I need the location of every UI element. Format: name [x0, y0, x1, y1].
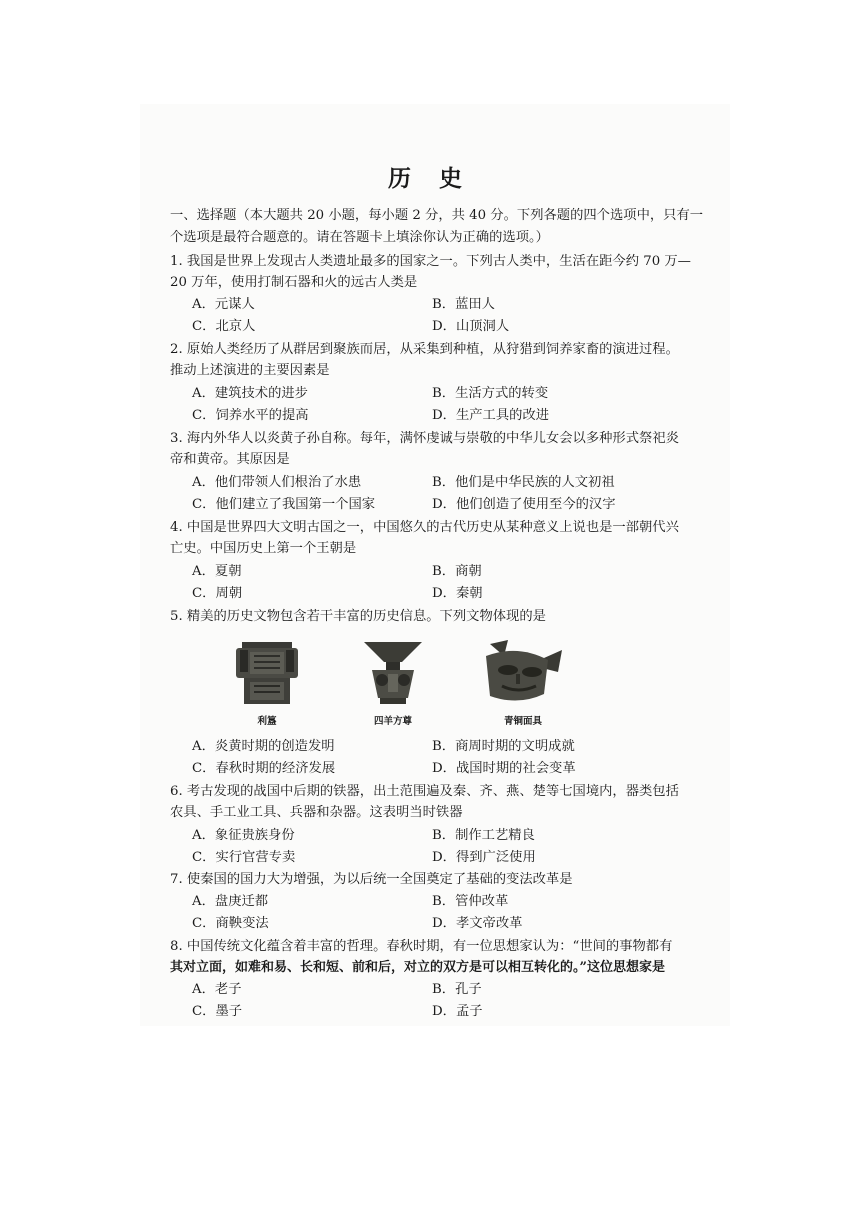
- question-2-stem-line-1: 2. 原始人类经历了从群居到聚族而居，从采集到种植，从狩猎到饲养家畜的演进过程。: [170, 342, 679, 357]
- question-5-option-d: D．战国时期的社会变革: [432, 761, 576, 776]
- four-goat-zun-caption: 四羊方尊: [373, 716, 412, 727]
- bronze-mask-caption: 青铜面具: [503, 716, 542, 727]
- question-2-option-a: A．建筑技术的进步: [192, 386, 308, 401]
- question-7-option-c: C．商鞅变法: [192, 916, 269, 931]
- li-gui-image: [236, 638, 298, 708]
- question-2-option-c: C．饲养水平的提高: [192, 408, 309, 423]
- question-6-stem-line-1: 6. 考古发现的战国中后期的铁器，出土范围遍及秦、齐、燕、楚等七国境内，器类包括: [170, 784, 679, 799]
- four-goat-zun-image: [362, 640, 424, 706]
- question-3-option-d: D．他们创造了使用至今的汉字: [432, 497, 616, 512]
- question-3-option-a: A．他们带领人们根治了水患: [192, 475, 362, 490]
- section-header-line-2: 个选项是最符合题意的。请在答题卡上填涂你认为正确的选项。）: [170, 230, 549, 245]
- question-7-option-d: D．孝文帝改革: [432, 916, 523, 931]
- question-3-option-b: B．他们是中华民族的人文初祖: [432, 475, 615, 490]
- question-8-stem-line-2: 其对立面，如难和易、长和短、前和后，对立的双方是可以相互转化的。”这位思想家是: [170, 960, 665, 975]
- question-1-stem-line-2: 20 万年，使用打制石器和火的远古人类是: [170, 275, 418, 290]
- question-4-option-b: B．商朝: [432, 564, 482, 579]
- bronze-mask-image: [478, 638, 564, 708]
- question-7-stem: 7. 使秦国的国力大为增强，为以后统一全国奠定了基础的变法改革是: [170, 872, 573, 887]
- question-3-stem-line-1: 3. 海内外华人以炎黄子孙自称。每年，满怀虔诚与崇敬的中华儿女会以多种形式祭祀炎: [170, 431, 679, 446]
- question-7-option-a: A．盘庚迁都: [192, 894, 269, 909]
- question-1-option-a: A．元谋人: [192, 297, 255, 312]
- question-3-option-c: C．他们建立了我国第一个国家: [192, 497, 376, 512]
- question-4-option-c: C．周朝: [192, 586, 243, 601]
- question-2-option-b: B．生活方式的转变: [432, 386, 549, 401]
- question-1-option-c: C．北京人: [192, 319, 256, 334]
- question-5-option-c: C．春秋时期的经济发展: [192, 761, 336, 776]
- question-5-option-a: A．炎黄时期的创造发明: [192, 739, 335, 754]
- question-8-stem-line-1: 8. 中国传统文化蕴含着丰富的哲理。春秋时期，有一位思想家认为：“世间的事物都有: [170, 939, 673, 954]
- question-4-stem-line-2: 亡史。中国历史上第一个王朝是: [170, 541, 357, 556]
- question-6-stem-line-2: 农具、手工业工具、兵器和杂器。这表明当时铁器: [170, 805, 463, 820]
- question-7-option-b: B．管仲改革: [432, 894, 509, 909]
- question-6-option-c: C．实行官营专卖: [192, 850, 296, 865]
- question-1-option-d: D．山顶洞人: [432, 319, 510, 334]
- question-3-stem-line-2: 帝和黄帝。其原因是: [170, 452, 290, 467]
- question-2-stem-line-2: 推动上述演进的主要因素是: [170, 363, 330, 378]
- question-5-stem: 5. 精美的历史文物包含若干丰富的历史信息。下列文物体现的是: [170, 609, 546, 624]
- question-1-option-b: B．蓝田人: [432, 297, 495, 312]
- question-6-option-a: A．象征贵族身份: [192, 828, 295, 843]
- question-4-option-d: D．秦朝: [432, 586, 483, 601]
- question-6-option-b: B．制作工艺精良: [432, 828, 535, 843]
- question-8-option-d: D．孟子: [432, 1004, 483, 1019]
- question-4-option-a: A．夏朝: [192, 564, 242, 579]
- question-8-option-c: C．墨子: [192, 1004, 243, 1019]
- question-5-option-b: B．商周时期的文明成就: [432, 739, 575, 754]
- question-8-option-a: A．老子: [192, 982, 242, 997]
- question-4-stem-line-1: 4. 中国是世界四大文明古国之一，中国悠久的古代历史从某种意义上说也是一部朝代兴: [170, 520, 679, 535]
- li-gui-caption: 利簋: [257, 716, 277, 727]
- question-1-stem-line-1: 1. 我国是世界上发现古人类遗址最多的国家之一。下列古人类中，生活在距今约 70 万—: [170, 254, 691, 269]
- question-2-option-d: D．生产工具的改进: [432, 408, 550, 423]
- question-8-option-b: B．孔子: [432, 982, 482, 997]
- section-header-line-1: 一、选择题（本大题共 20 小题，每小题 2 分，共 40 分。下列各题的四个选项中，只有一: [170, 208, 704, 223]
- question-6-option-d: D．得到广泛使用: [432, 850, 536, 865]
- page-title: 历 史: [387, 165, 472, 192]
